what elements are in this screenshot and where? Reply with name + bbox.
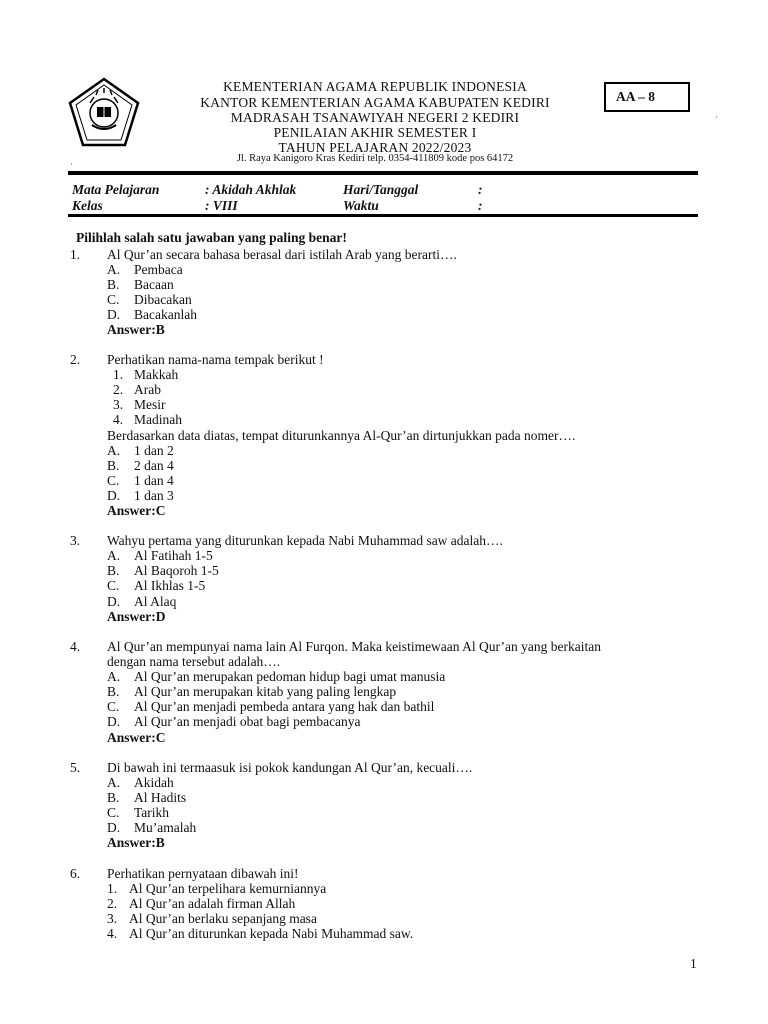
exam-code-box: AA – 8 xyxy=(604,82,690,112)
option-text: Al Alaq xyxy=(134,594,177,609)
option-text: Mu’amalah xyxy=(134,820,197,835)
item-label: 1. xyxy=(107,881,118,896)
item-text: Mesir xyxy=(134,397,166,412)
question-text-continued: Berdasarkan data diatas, tempat diturunkannya Al-Qur’an dirtunjukkan pada nomer…. xyxy=(107,428,576,443)
question-text-continued: dengan nama tersebut adalah…. xyxy=(107,654,281,669)
option-label: C. xyxy=(107,578,120,593)
option-text: 1 dan 3 xyxy=(134,488,174,503)
option-label: C. xyxy=(107,699,120,714)
option-label: B. xyxy=(107,790,120,805)
option-text: Al Qur’an menjadi pembeda antara yang hak dan bathil xyxy=(134,699,435,714)
answer-key: Answer:B xyxy=(107,835,165,850)
school-address: Jl. Raya Kanigoro Kras Kediri telp. 0354-411809 kode pos 64172 xyxy=(236,153,514,164)
answer-key: Answer:C xyxy=(107,730,166,745)
option-text: Al Qur’an merupakan pedoman hidup bagi umat manusia xyxy=(134,669,446,684)
option-text: 2 dan 4 xyxy=(134,458,174,473)
subject-value: : Akidah Akhlak xyxy=(205,182,297,197)
option-label: A. xyxy=(107,775,121,790)
answer-key: Answer:C xyxy=(107,503,166,518)
class-label: Kelas xyxy=(72,198,103,213)
item-label: 3. xyxy=(107,911,118,926)
item-text: Al Qur’an terpelihara kemurniannya xyxy=(129,881,327,896)
option-label: A. xyxy=(107,443,121,458)
option-label: B. xyxy=(107,277,120,292)
question-number: 2. xyxy=(70,352,81,367)
option-text: 1 dan 4 xyxy=(134,473,174,488)
item-label: 3. xyxy=(113,397,124,412)
subject-label: Mata Pelajaran xyxy=(72,182,160,197)
day-value: : xyxy=(478,182,483,197)
item-text: Arab xyxy=(134,382,161,397)
item-text: Al Qur’an berlaku sepanjang masa xyxy=(129,911,317,926)
question-number: 5. xyxy=(70,760,81,775)
question-text: Al Qur’an mempunyai nama lain Al Furqon. Maka keistimewaan Al Qur’an yang berkaitan xyxy=(107,639,601,654)
option-text: Akidah xyxy=(134,775,174,790)
question-text: Wahyu pertama yang diturunkan kepada Nabi Muhammad saw adalah…. xyxy=(107,533,503,548)
option-text: Bacaan xyxy=(134,277,174,292)
option-label: B. xyxy=(107,563,120,578)
option-label: C. xyxy=(107,292,120,307)
page-number: 1 xyxy=(690,956,697,971)
item-text: Makkah xyxy=(134,367,179,382)
option-label: C. xyxy=(107,805,120,820)
item-label: 2. xyxy=(107,896,118,911)
option-label: B. xyxy=(107,684,120,699)
item-text: Al Qur’an adalah firman Allah xyxy=(129,896,296,911)
option-label: D. xyxy=(107,594,121,609)
option-text: Al Hadits xyxy=(134,790,187,805)
decorative-dot: · xyxy=(715,112,718,122)
office-title: KANTOR KEMENTERIAN AGAMA KABUPATEN KEDIRI xyxy=(200,95,550,110)
question-number: 3. xyxy=(70,533,81,548)
item-label: 4. xyxy=(107,926,118,941)
item-label: 1. xyxy=(113,367,124,382)
option-label: A. xyxy=(107,548,121,563)
item-text: Al Qur’an diturunkan kepada Nabi Muhammad saw. xyxy=(129,926,414,941)
option-label: A. xyxy=(107,669,121,684)
ministry-title: KEMENTERIAN AGAMA REPUBLIK INDONESIA xyxy=(223,79,527,94)
question-number: 1. xyxy=(70,247,81,262)
option-label: C. xyxy=(107,473,120,488)
class-value: : VIII xyxy=(205,198,238,213)
option-text: Al Qur’an menjadi obat bagi pembacanya xyxy=(134,714,361,729)
option-text: 1 dan 2 xyxy=(134,443,174,458)
option-text: Al Baqoroh 1-5 xyxy=(134,563,219,578)
meta-divider xyxy=(68,214,698,217)
item-label: 2. xyxy=(113,382,124,397)
option-text: Dibacakan xyxy=(134,292,192,307)
item-text: Madinah xyxy=(134,412,182,427)
answer-key: Answer:B xyxy=(107,322,165,337)
option-label: D. xyxy=(107,820,121,835)
time-value: : xyxy=(478,198,483,213)
option-text: Tarikh xyxy=(134,805,170,820)
option-text: Al Qur’an merupakan kitab yang paling lengkap xyxy=(134,684,397,699)
kemenag-logo-icon xyxy=(68,77,140,149)
option-label: B. xyxy=(107,458,120,473)
question-text: Di bawah ini termaasuk isi pokok kandungan Al Qur’an, kecuali…. xyxy=(107,760,473,775)
option-text: Bacakanlah xyxy=(134,307,197,322)
option-text: Al Ikhlas 1-5 xyxy=(134,578,206,593)
header-divider xyxy=(68,171,698,175)
option-label: A. xyxy=(107,262,121,277)
instruction: Pilihlah salah satu jawaban yang paling benar! xyxy=(76,230,347,245)
option-text: Al Fatihah 1-5 xyxy=(134,548,213,563)
option-label: D. xyxy=(107,488,121,503)
day-label: Hari/Tanggal xyxy=(343,182,419,197)
question-number: 6. xyxy=(70,866,81,881)
item-label: 4. xyxy=(113,412,124,427)
option-label: D. xyxy=(107,307,121,322)
academic-year: TAHUN PELAJARAN 2022/2023 xyxy=(278,140,472,155)
question-text: Al Qur’an secara bahasa berasal dari istilah Arab yang berarti…. xyxy=(107,247,457,262)
decorative-dot: · xyxy=(70,159,73,169)
school-title: MADRASAH TSANAWIYAH NEGERI 2 KEDIRI xyxy=(230,110,520,125)
exam-title: PENILAIAN AKHIR SEMESTER I xyxy=(273,125,477,140)
option-label: D. xyxy=(107,714,121,729)
time-label: Waktu xyxy=(343,198,379,213)
question-text: Perhatikan nama-nama tempak berikut ! xyxy=(107,352,324,367)
question-number: 4. xyxy=(70,639,81,654)
answer-key: Answer:D xyxy=(107,609,166,624)
option-text: Pembaca xyxy=(134,262,183,277)
question-text: Perhatikan pernyataan dibawah ini! xyxy=(107,866,299,881)
